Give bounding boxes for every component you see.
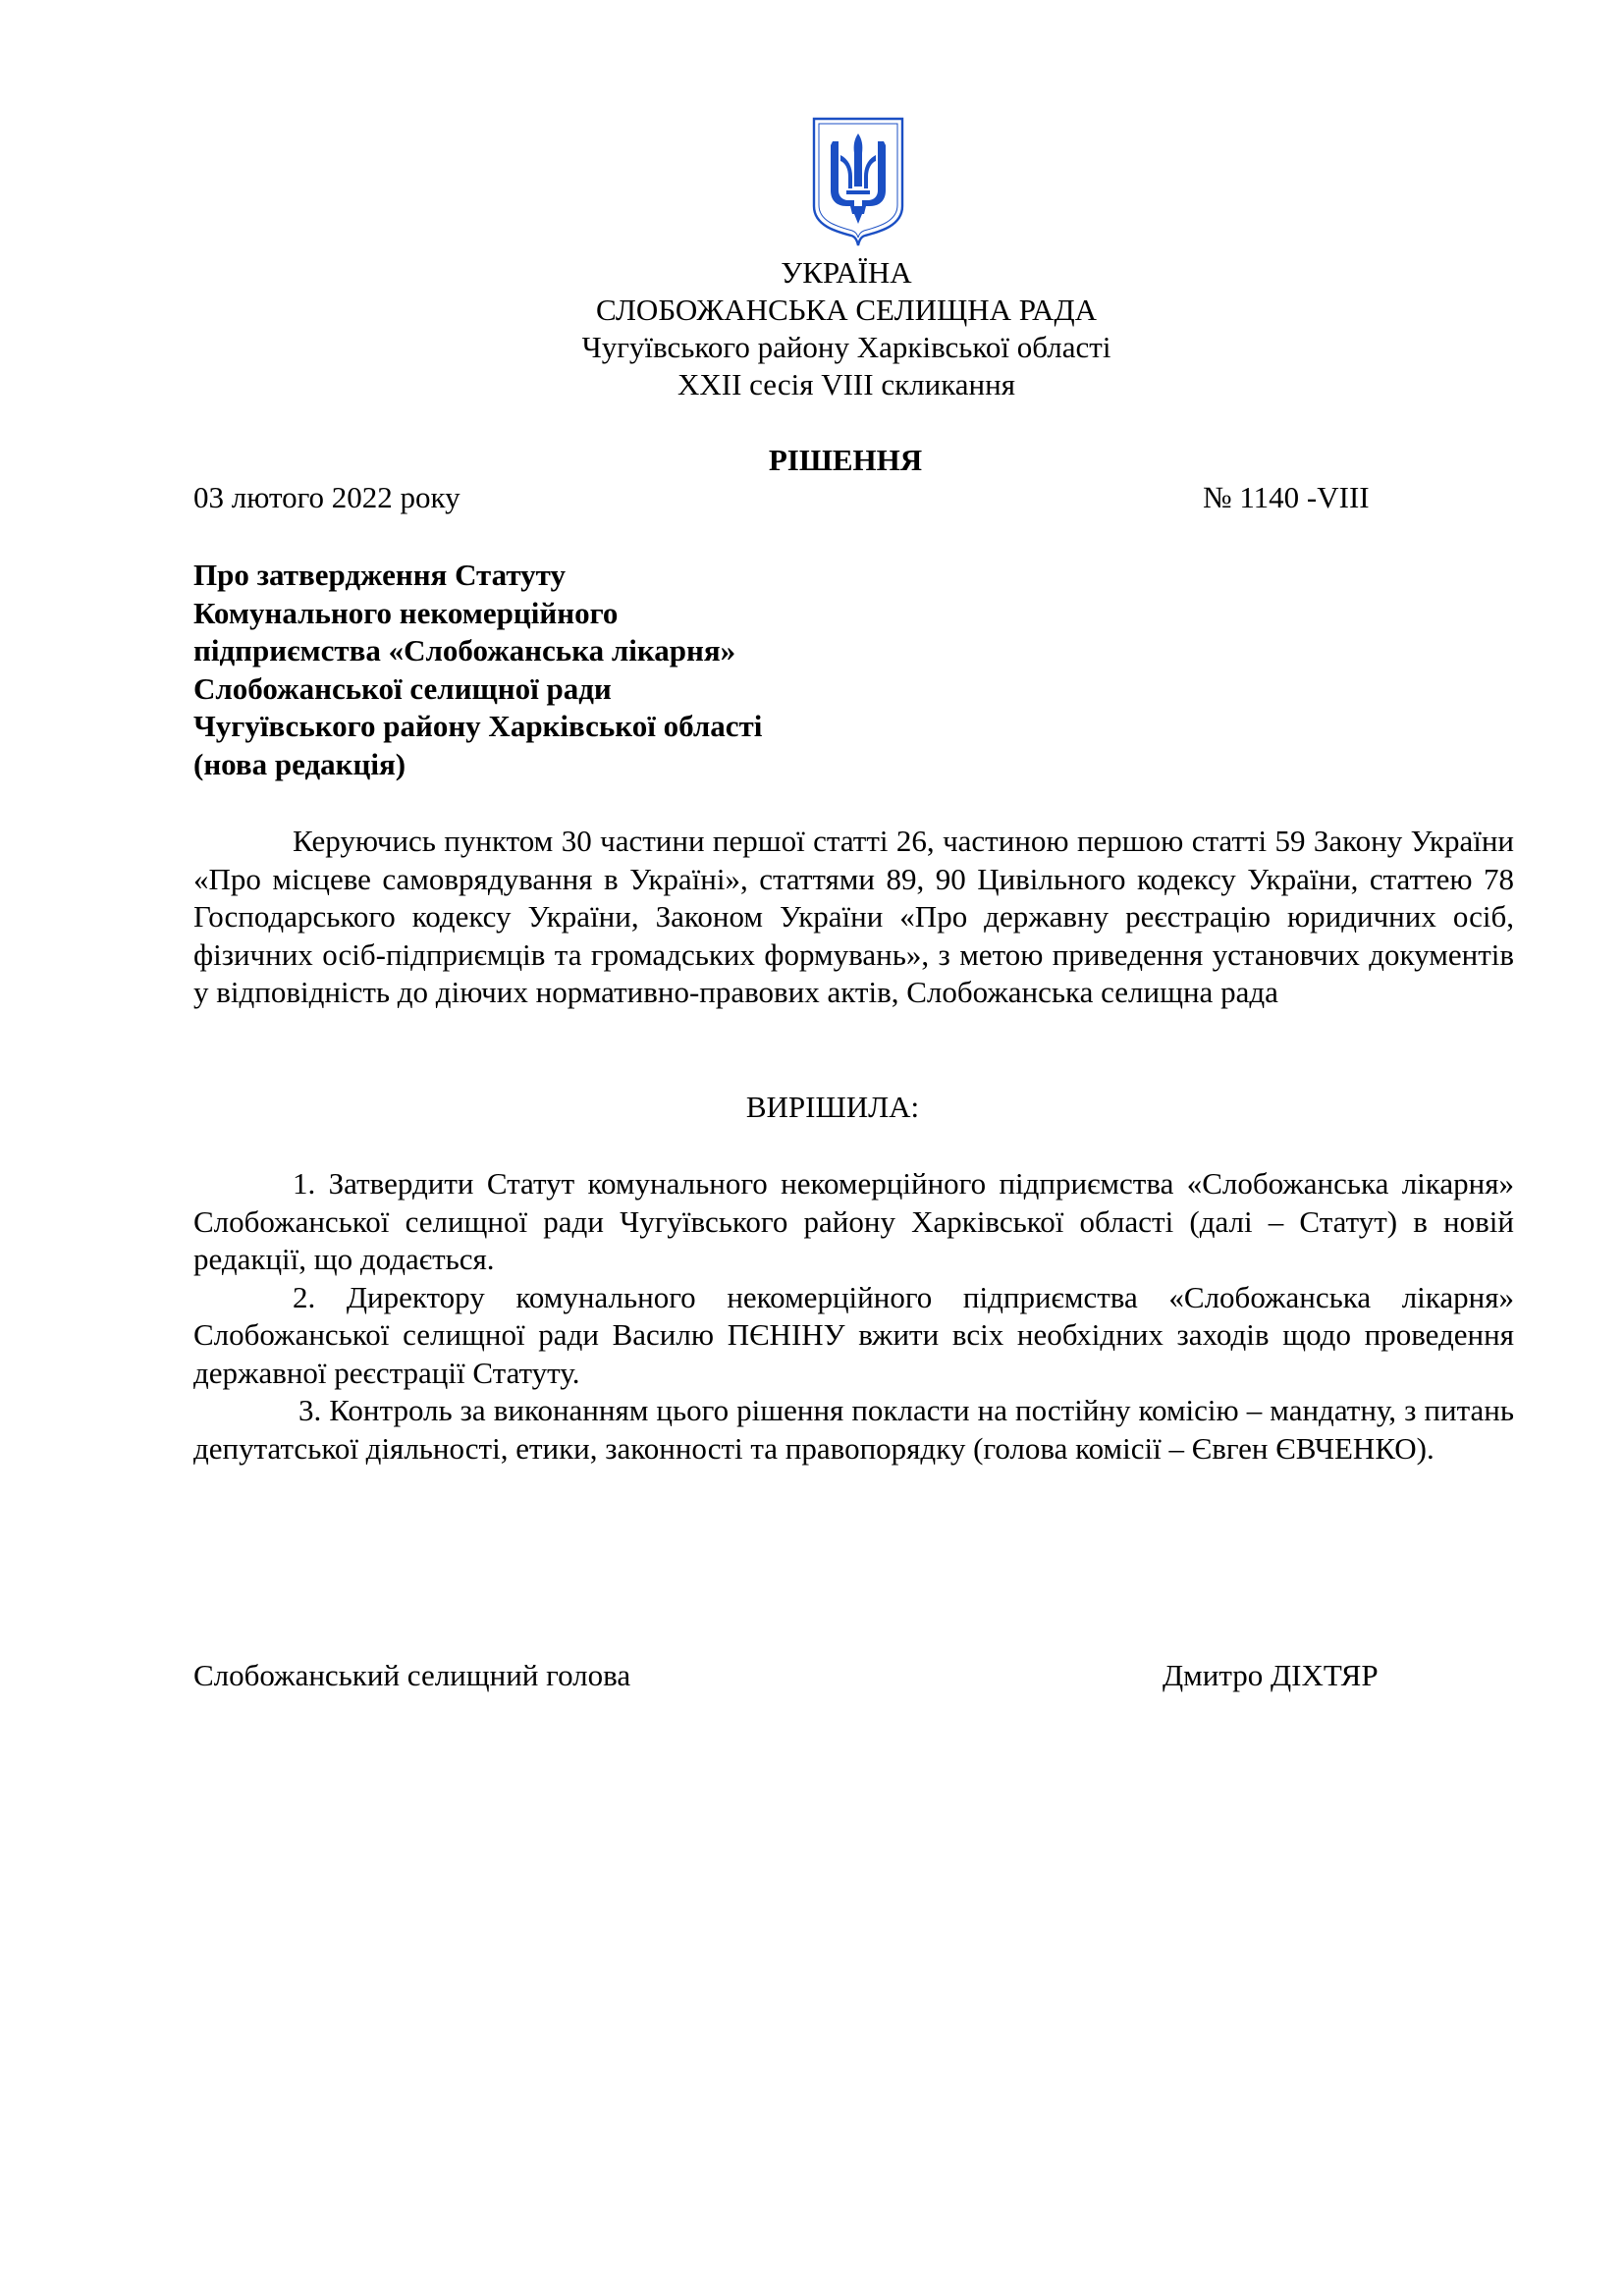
document-subject [193,557,1077,783]
header-district: Чугуївського району Харківської області [581,330,1111,364]
signer-name: Дмитро ДІХТЯР [1163,1658,1379,1692]
preamble-paragraph: Керуючись пунктом 30 частини першої статті 26, частиною першою статті 59 Закону України «Про місцеве самоврядування в Україні», статтями 89, 90 Цивільного кодексу України, статтею 78 Господарського кодексу України, Законом України «Про державну реєстрацію юридичних осіб, фізичних осіб-підприємців та громадських формувань», з метою приведення установчих документів у відповідність до діючих нормативно-правових актів, Слобожанська селищна рада [193,824,1514,1009]
document-type: РІШЕННЯ [768,443,923,477]
header-council: СЛОБОЖАНСЬКА СЕЛИЩНА РАДА [596,293,1097,327]
header-session: XXII сесія VIII скликання [677,367,1015,401]
resolution-item: 1. Затвердити Статут комунального некомерційного підприємства «Слобожанська лікарня» Слобожанської селищної ради Чугуївського району Харківської області (далі – Статут) в новій редакції, що додається. [193,1166,1514,1276]
signer-title: Слобожанський селищний голова [193,1658,631,1692]
subject-line: Комунального некомерційного [193,595,619,630]
subject-line: Чугуївського району Харківської області [193,709,763,743]
document-number: № 1140 -VIII [1203,480,1370,514]
subject-line: підприємства «Слобожанська лікарня» [193,633,736,667]
subject-line: Про затвердження Статуту [193,558,566,592]
resolved-heading: ВИРІШИЛА: [745,1090,920,1124]
resolution-items [193,1165,1514,1468]
subject-line: (нова редакція) [193,746,406,781]
coat-of-arms-icon [811,116,905,248]
subject-line: Слобожанської селищної ради [193,670,612,706]
header-country: УКРАЇНА [781,255,912,290]
resolution-item: 2. Директору комунального некомерційного підприємства «Слобожанська лікарня» Слобожанської селищної ради Василю ПЄНІНУ вжити всіх необхідних заходів щодо проведення державної реєстрації Статуту. [193,1279,1514,1390]
resolution-item: 3. Контроль за виконанням цього рішення покласти на постійну комісію – мандатну, з питань депутатської діяльності, етики, законності та правопорядку (голова комісії – Євген ЄВЧЕНКО). [193,1393,1514,1466]
document-date: 03 лютого 2022 року [193,480,460,514]
